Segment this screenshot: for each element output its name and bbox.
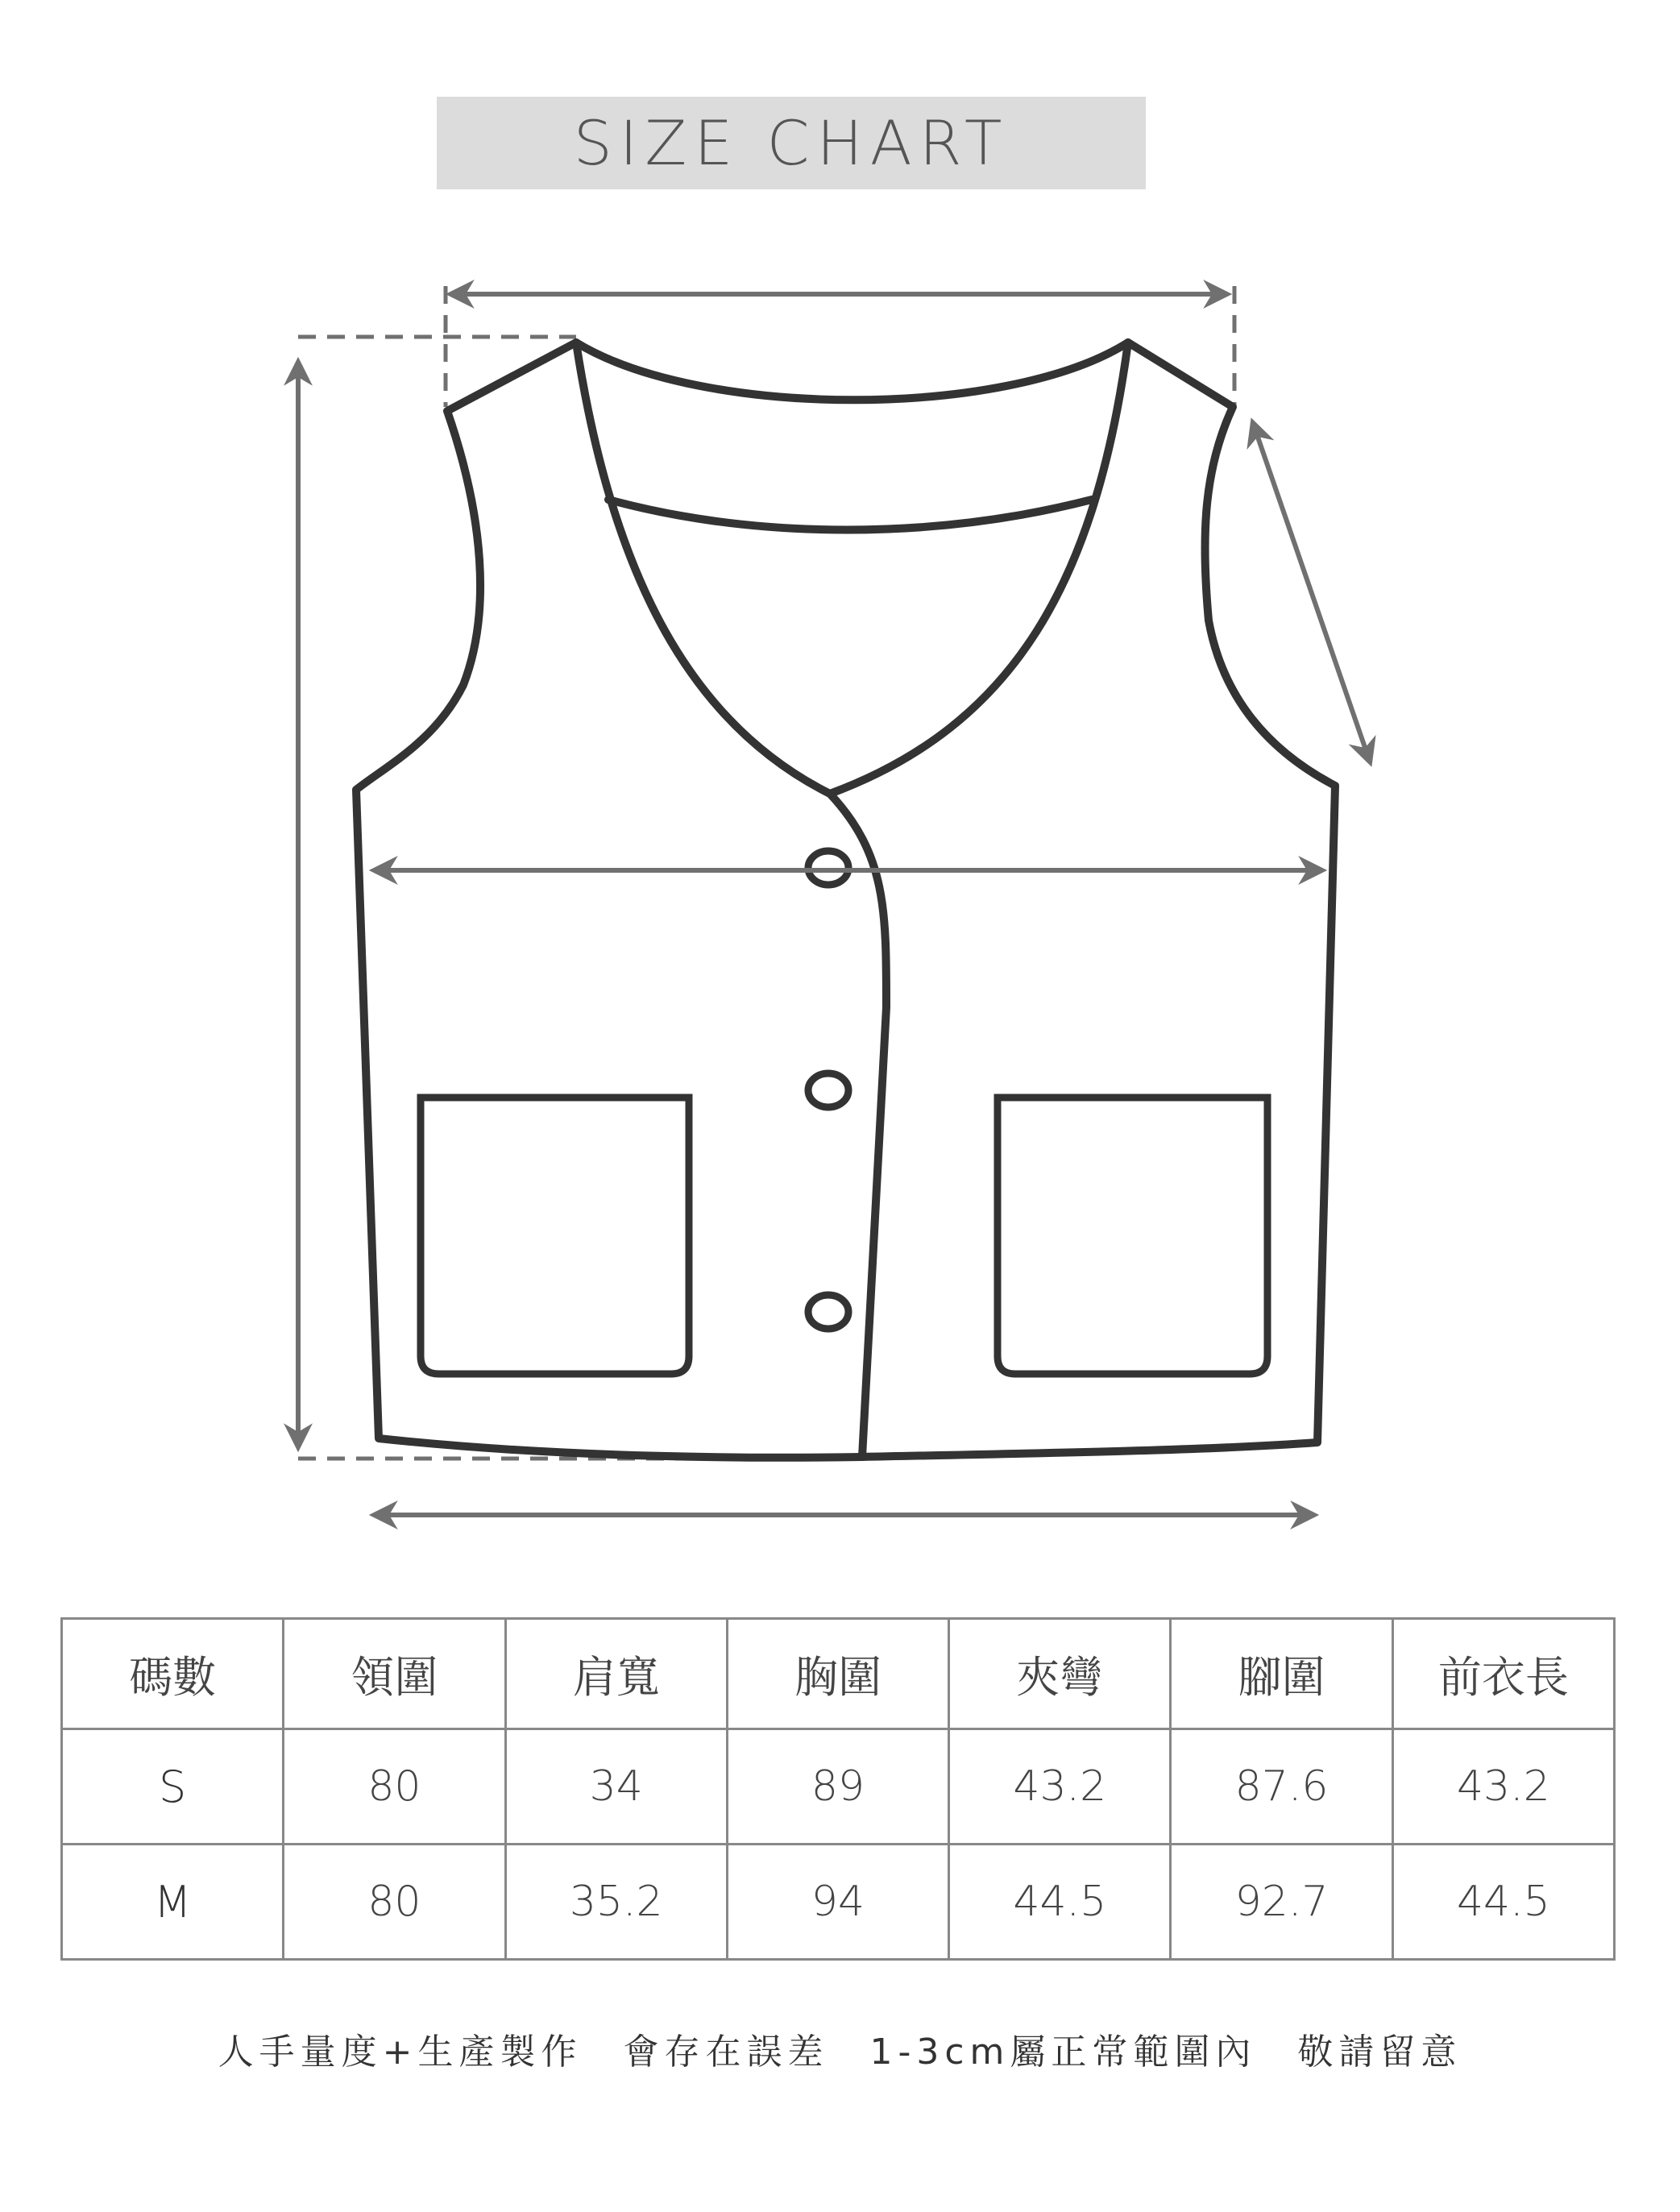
button-bottom	[808, 1295, 848, 1329]
placket	[830, 794, 886, 1457]
armhole-arrow	[1253, 423, 1370, 762]
hem-cell: 92.7	[1171, 1845, 1392, 1960]
armhole-cell: 43.2	[949, 1729, 1171, 1845]
pockets	[421, 1098, 1267, 1374]
header-neck: 領圍	[284, 1619, 505, 1729]
shoulder-cell: 34	[505, 1729, 727, 1845]
measurement-disclaimer: 人手量度+生產製作 會存在誤差 1-3cm屬正常範圍內 敬請留意	[218, 2031, 1462, 2073]
size-cell: S	[62, 1729, 284, 1845]
collar-band	[608, 500, 1092, 530]
shoulder-cell: 35.2	[505, 1845, 727, 1960]
size-cell: M	[62, 1845, 284, 1960]
pocket-left	[421, 1098, 689, 1374]
table-row	[62, 1729, 1615, 1845]
right-lapel	[830, 342, 1128, 794]
header-hem: 腳圍	[1171, 1619, 1392, 1729]
armhole-cell: 44.5	[949, 1845, 1171, 1960]
header-armhole: 夾彎	[949, 1619, 1171, 1729]
header-chest: 胸圍	[727, 1619, 948, 1729]
page-title: SIZE CHART	[573, 107, 1010, 179]
length-cell: 43.2	[1392, 1729, 1614, 1845]
size-table	[60, 1617, 1616, 1961]
table-row	[62, 1845, 1615, 1960]
chest-cell: 89	[727, 1729, 948, 1845]
header-length: 前衣長	[1392, 1619, 1614, 1729]
neckline	[576, 342, 1128, 400]
pocket-right	[998, 1098, 1267, 1374]
button-middle	[808, 1073, 848, 1107]
buttons	[808, 851, 848, 1329]
header-size: 碼數	[62, 1619, 284, 1729]
chest-cell: 94	[727, 1845, 948, 1960]
left-lapel	[576, 342, 830, 794]
neck-cell: 80	[284, 1729, 505, 1845]
vest-body	[356, 342, 1335, 1458]
header-shoulder: 肩寬	[505, 1619, 727, 1729]
neck-cell: 80	[284, 1845, 505, 1960]
hem-cell: 87.6	[1171, 1729, 1392, 1845]
table-header-row	[62, 1619, 1615, 1729]
length-cell: 44.5	[1392, 1845, 1614, 1960]
vest-outline	[356, 342, 1335, 1458]
